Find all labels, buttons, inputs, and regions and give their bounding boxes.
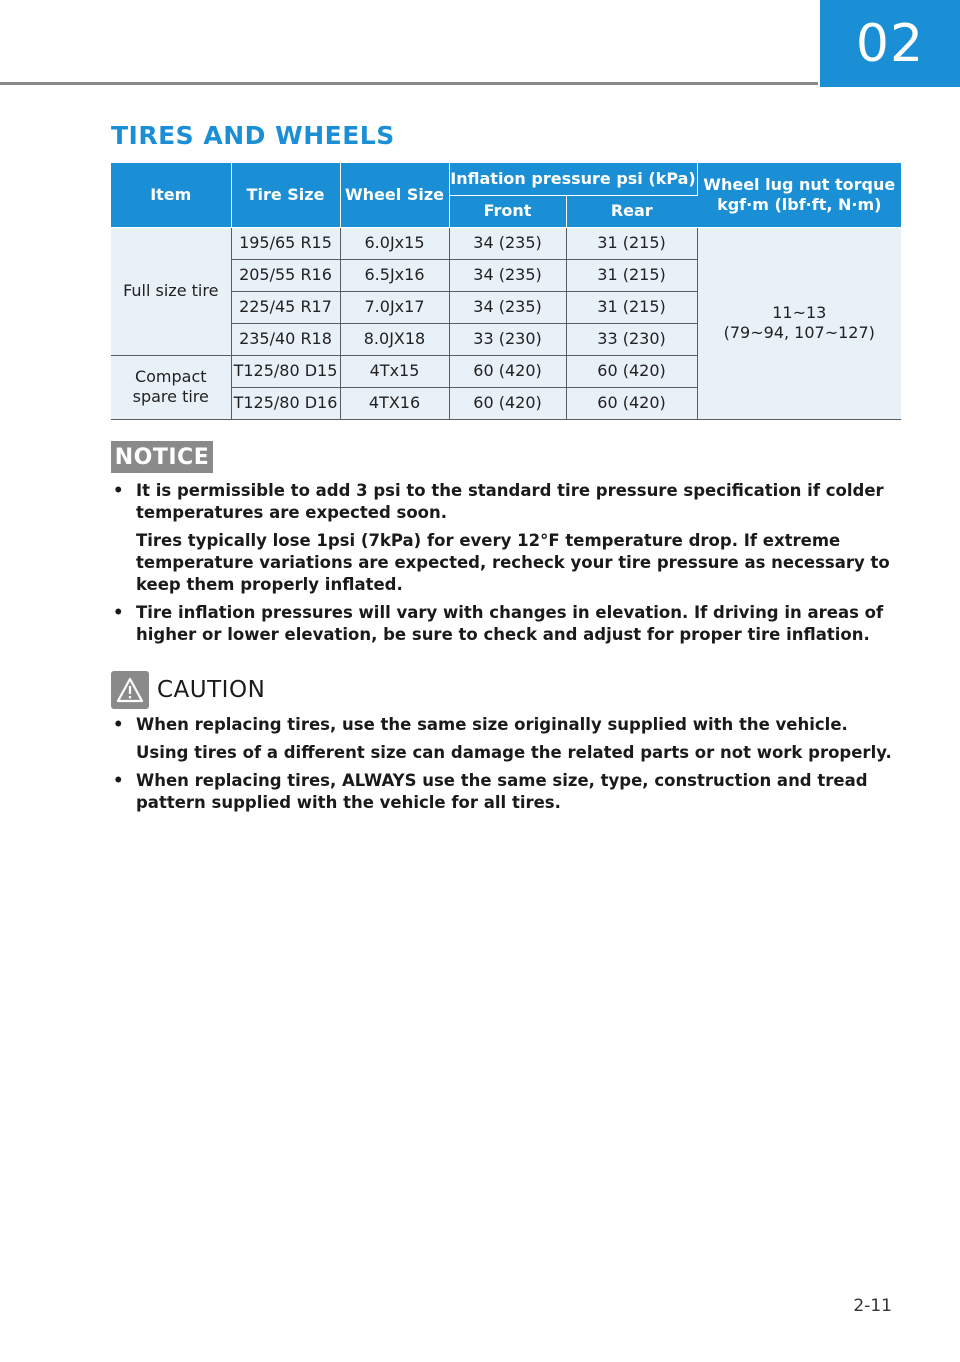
header-lug-nut-torque bbox=[697, 163, 901, 227]
tire-size-cell: T125/80 D15 bbox=[231, 355, 340, 387]
tire-size-cell: 225/45 R17 bbox=[231, 291, 340, 323]
notice-text: Tire inflation pressures will vary with changes in elevation. If driving in areas of higher or lower elevation, be sure to check and adjust for proper tire inflation. bbox=[136, 603, 884, 644]
bullet-dot: • bbox=[113, 715, 124, 734]
table-row bbox=[111, 227, 901, 259]
front-pressure-cell: 60 (420) bbox=[449, 387, 566, 419]
bullet-dot: • bbox=[113, 771, 124, 790]
torque-value-line2: (79~94, 107~127) bbox=[723, 323, 875, 342]
front-pressure-cell: 34 (235) bbox=[449, 259, 566, 291]
caution-text: When replacing tires, ALWAYS use the same size, type, construction and tread pattern supplied with the vehicle for all tires. bbox=[136, 771, 868, 812]
header-rule bbox=[0, 82, 818, 85]
notice-label: NOTICE bbox=[111, 441, 213, 473]
front-pressure-cell: 34 (235) bbox=[449, 227, 566, 259]
tire-size-cell: T125/80 D16 bbox=[231, 387, 340, 419]
wheel-size-cell: 7.0Jx17 bbox=[340, 291, 449, 323]
rear-pressure-cell: 31 (215) bbox=[566, 259, 697, 291]
tire-spec-table bbox=[111, 163, 901, 420]
table-header-row bbox=[111, 163, 901, 195]
wheel-size-cell: 8.0JX18 bbox=[340, 323, 449, 355]
rear-pressure-cell: 31 (215) bbox=[566, 227, 697, 259]
lug-nut-torque-cell bbox=[697, 227, 901, 419]
group-compact-line2: spare tire bbox=[132, 387, 209, 406]
caution-list bbox=[111, 714, 901, 820]
rear-pressure-cell: 60 (420) bbox=[566, 387, 697, 419]
group-full-size-tire: Full size tire bbox=[111, 227, 231, 355]
header-torque-line1: Wheel lug nut torque bbox=[703, 174, 896, 194]
bullet-dot: • bbox=[113, 481, 124, 500]
notice-text: It is permissible to add 3 psi to the standard tire pressure specification if colder temperatures are expected soon. bbox=[136, 481, 884, 522]
header-tire-size: Tire Size bbox=[231, 163, 340, 227]
header-front: Front bbox=[449, 195, 566, 227]
page-number: 2-11 bbox=[853, 1296, 892, 1316]
notice-list bbox=[111, 480, 901, 652]
group-compact-spare-tire bbox=[111, 355, 231, 419]
section-title: TIRES AND WHEELS bbox=[111, 121, 395, 150]
list-item bbox=[111, 770, 901, 814]
front-pressure-cell: 60 (420) bbox=[449, 355, 566, 387]
caution-header bbox=[111, 671, 265, 709]
rear-pressure-cell: 31 (215) bbox=[566, 291, 697, 323]
header-torque-line2: kgf·m (lbf·ft, N·m) bbox=[717, 194, 882, 214]
group-compact-line1: Compact bbox=[134, 367, 207, 386]
front-pressure-cell: 34 (235) bbox=[449, 291, 566, 323]
tire-size-cell: 205/55 R16 bbox=[231, 259, 340, 291]
bullet-dot: • bbox=[113, 603, 124, 622]
wheel-size-cell: 6.5Jx16 bbox=[340, 259, 449, 291]
caution-text: Using tires of a different size can damage the related parts or not work properly. bbox=[136, 743, 892, 762]
list-item bbox=[111, 480, 901, 596]
header-inflation-pressure: Inflation pressure psi (kPa) bbox=[449, 163, 697, 195]
header-item: Item bbox=[111, 163, 231, 227]
header-rear: Rear bbox=[566, 195, 697, 227]
warning-triangle-icon bbox=[111, 671, 149, 709]
rear-pressure-cell: 33 (230) bbox=[566, 323, 697, 355]
chapter-tab bbox=[820, 0, 960, 87]
header-wheel-size: Wheel Size bbox=[340, 163, 449, 227]
tire-size-cell: 235/40 R18 bbox=[231, 323, 340, 355]
chapter-number: 02 bbox=[855, 13, 925, 74]
wheel-size-cell: 4TX16 bbox=[340, 387, 449, 419]
torque-value-line1: 11~13 bbox=[772, 303, 827, 322]
caution-label: CAUTION bbox=[157, 677, 266, 703]
tire-size-cell: 195/65 R15 bbox=[231, 227, 340, 259]
rear-pressure-cell: 60 (420) bbox=[566, 355, 697, 387]
notice-text: Tires typically lose 1psi (7kPa) for every 12°F temperature drop. If extreme temperature variations are expected, recheck your tire pressure as necessary to keep them properly inflated. bbox=[136, 531, 890, 594]
caution-text: When replacing tires, use the same size originally supplied with the vehicle. bbox=[136, 715, 848, 734]
wheel-size-cell: 6.0Jx15 bbox=[340, 227, 449, 259]
wheel-size-cell: 4Tx15 bbox=[340, 355, 449, 387]
list-item bbox=[111, 602, 901, 646]
front-pressure-cell: 33 (230) bbox=[449, 323, 566, 355]
list-item bbox=[111, 714, 901, 764]
